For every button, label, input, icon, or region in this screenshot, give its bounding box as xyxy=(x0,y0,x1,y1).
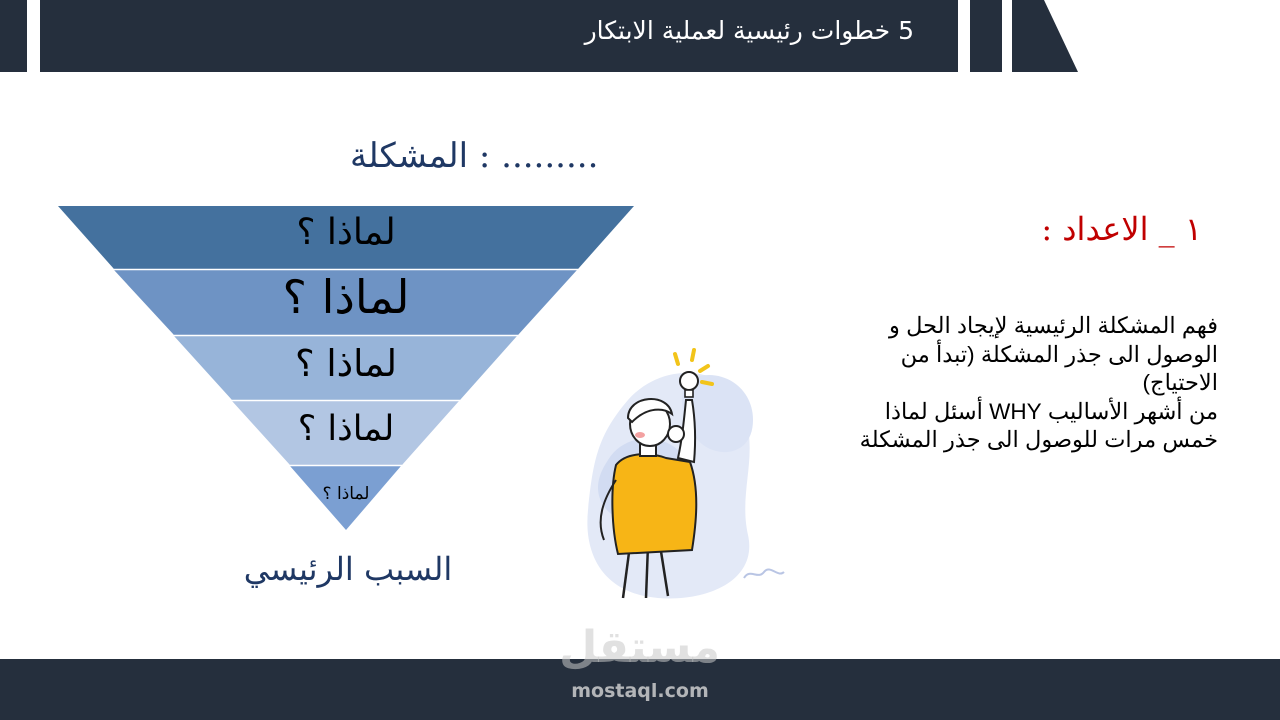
slide-title: 5 خطوات رئيسية لعملية الابتكار xyxy=(584,16,914,45)
why-label-4: لماذا ؟ xyxy=(297,409,395,449)
description-line: الاحتياج) xyxy=(1142,370,1218,395)
why-label-5: لماذا ؟ xyxy=(322,484,370,504)
why-label-1: لماذا ؟ xyxy=(296,212,396,253)
problem-label: المشكلة : ......... xyxy=(350,136,599,176)
description-line: خمس مرات للوصول الى جذر المشكلة xyxy=(859,427,1218,452)
watermark-logo: مستقل xyxy=(559,622,720,673)
why-label-3: لماذا ؟ xyxy=(294,342,398,385)
why-label-2: لماذا ؟ xyxy=(282,270,410,324)
description-line: الوصول الى جذر المشكلة (تبدأ من xyxy=(900,341,1218,367)
description-line: من أشهر الأساليب WHY أسئل لماذا xyxy=(884,398,1218,424)
root-cause-label: السبب الرئيسي xyxy=(243,550,453,588)
step-description xyxy=(812,312,1218,455)
watermark-url: mostaql.com xyxy=(571,680,709,702)
description-line: فهم المشكلة الرئيسية لإيجاد الحل و xyxy=(888,313,1218,338)
thinking-person-with-lightbulb-icon xyxy=(568,340,798,602)
step-title: ١ _ الاعداد : xyxy=(1041,210,1202,248)
